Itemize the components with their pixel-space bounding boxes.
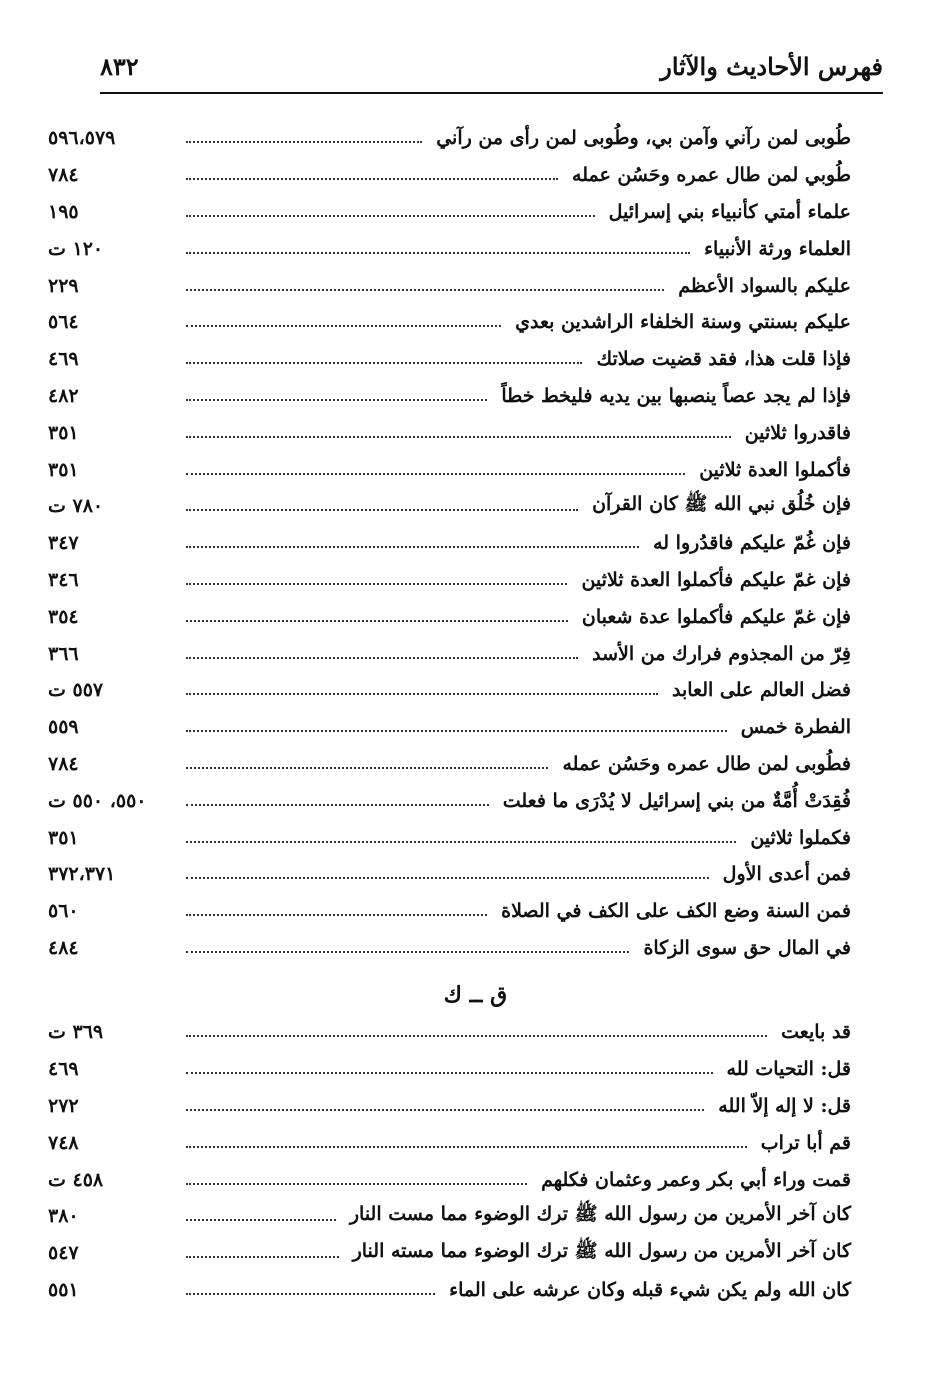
dot-leader <box>186 730 727 732</box>
entry-page-ref: ٤٨٢ <box>48 384 79 407</box>
dot-leader <box>186 1146 747 1148</box>
index-entry <box>48 1014 851 1051</box>
dot-leader <box>186 804 489 806</box>
index-entry <box>48 562 851 599</box>
index-entry <box>48 488 851 525</box>
dot-leader <box>186 509 578 511</box>
entry-text: فإذا لم يجد عصاً ينصبها بين يديه فليخط خطاً <box>501 384 851 407</box>
entry-page-ref: ٥٩٦،٥٧٩ <box>48 127 116 150</box>
index-section-fa <box>48 120 851 966</box>
entry-page-ref: ٥٦٠ <box>48 900 79 923</box>
dot-leader <box>186 1219 336 1221</box>
entry-page-ref: ٣٦٩ ت <box>48 1021 104 1044</box>
index-section-qaf <box>48 1014 851 1308</box>
index-entry <box>48 414 851 451</box>
entry-page-ref: ١٢٠ ت <box>48 237 104 260</box>
entry-text: فإن غمّ عليكم فأكملوا العدة ثلاثين <box>581 568 851 591</box>
dot-leader <box>186 325 501 327</box>
entry-text: طُوبي لمن طال عمره وحَسُن عمله <box>572 164 851 187</box>
entry-text: فِرّ من المجذوم فرارك من الأسد <box>592 642 851 665</box>
index-entry <box>48 598 851 635</box>
page-title: فهرس الأحاديث والآثار <box>660 52 883 81</box>
entry-text: فأكملوا العدة ثلاثين <box>699 458 851 481</box>
index-entry <box>48 893 851 930</box>
entry-page-ref: ٥٥٠، ٥٥٠ ت <box>48 789 147 812</box>
dot-leader <box>186 436 731 438</box>
dot-leader <box>186 141 422 143</box>
dot-leader <box>186 252 690 254</box>
dot-leader <box>186 1035 767 1037</box>
entry-page-ref: ٤٦٩ <box>48 1058 79 1081</box>
index-entry <box>48 819 851 856</box>
entry-page-ref: ٢٧٢ <box>48 1094 79 1117</box>
dot-leader <box>186 693 658 695</box>
index-entry <box>48 856 851 893</box>
entry-text: قد بايعت <box>781 1021 851 1044</box>
dot-leader <box>186 657 578 659</box>
entry-page-ref: ٣٧٢،٣٧١ <box>48 863 116 886</box>
entry-page-ref: ٤٦٩ <box>48 348 79 371</box>
dot-leader <box>186 473 685 475</box>
index-entry <box>48 341 851 378</box>
index-entry <box>48 1161 851 1198</box>
entry-page-ref: ٣٤٧ <box>48 532 79 555</box>
dot-leader <box>186 877 709 879</box>
index-entry <box>48 1051 851 1088</box>
index-entry <box>48 1272 851 1309</box>
entry-text: فُقِدَتْ أُمَّةٌ من بني إسرائيل لا يُدْرَى ما فعلت <box>502 789 851 812</box>
entry-text: قمت وراء أبي بكر وعمر وعثمان فكلهم <box>541 1168 851 1191</box>
page-number: ٨٣٢ <box>100 52 139 81</box>
dot-leader <box>186 951 629 953</box>
entry-page-ref: ٢٢٩ <box>48 274 79 297</box>
index-entry <box>48 120 851 157</box>
dot-leader <box>186 399 487 401</box>
index-entry <box>48 1088 851 1125</box>
entry-page-ref: ٣٥٤ <box>48 605 79 628</box>
dot-leader <box>186 914 487 916</box>
index-entry <box>48 267 851 304</box>
entry-text: فاقدروا ثلاثين <box>744 421 851 444</box>
entry-page-ref: ٣٥١ <box>48 458 79 481</box>
header-divider <box>100 92 883 94</box>
index-entry <box>48 304 851 341</box>
dot-leader <box>186 1072 713 1074</box>
index-entry <box>48 672 851 709</box>
index-entry <box>48 930 851 967</box>
entry-page-ref: ٧٤٨ <box>48 1131 79 1154</box>
index-entry <box>48 451 851 488</box>
entry-page-ref: ٣٥١ <box>48 826 79 849</box>
dot-leader <box>186 583 567 585</box>
entry-text: الفطرة خمس <box>740 716 851 739</box>
entry-text: في المال حق سوى الزكاة <box>643 936 851 959</box>
entry-page-ref: ٥٥٧ ت <box>48 679 104 702</box>
entry-page-ref: ٣٦٦ <box>48 642 79 665</box>
entry-text: كان آخر الأمرين من رسول الله ﷺ ترك الوضوء مما مست النار <box>349 1203 851 1226</box>
index-entry <box>48 1235 851 1272</box>
entry-page-ref: ٥٥٩ <box>48 716 79 739</box>
index-entry <box>48 782 851 819</box>
dot-leader <box>186 1293 435 1295</box>
entry-page-ref: ٧٨٤ <box>48 752 79 775</box>
index-entry <box>48 157 851 194</box>
entry-text: فضل العالم على العابد <box>672 679 851 702</box>
dot-leader <box>186 1256 339 1258</box>
entry-text: العلماء ورثة الأنبياء <box>704 237 851 260</box>
index-entry <box>48 709 851 746</box>
entry-page-ref: ٥٥١ <box>48 1278 79 1301</box>
entry-page-ref: ٥٤٧ <box>48 1242 79 1265</box>
index-entry <box>48 525 851 562</box>
dot-leader <box>186 1183 527 1185</box>
entry-text: كان آخر الأمرين من رسول الله ﷺ ترك الوضوء مما مسته النار <box>352 1240 851 1263</box>
index-entry <box>48 746 851 783</box>
entry-text: فإن خُلُق نبي الله ﷺ كان القرآن <box>592 493 851 516</box>
entry-text: فمن السنة وضع الكف على الكف في الصلاة <box>501 900 851 923</box>
entry-text: قل: لا إله إلاّ الله <box>718 1094 851 1117</box>
entry-text: عليكم بسنتي وسنة الخلفاء الراشدين بعدي <box>515 311 851 334</box>
entry-text: فإذا قلت هذا، فقد قضيت صلاتك <box>596 348 851 371</box>
dot-leader <box>186 1109 704 1111</box>
entry-text: فإن غمّ عليكم فأكملوا عدة شعبان <box>581 605 851 628</box>
entry-page-ref: ٣٨٠ <box>48 1205 79 1228</box>
index-entry <box>48 635 851 672</box>
entry-page-ref: ٥٦٤ <box>48 311 79 334</box>
dot-leader <box>186 289 664 291</box>
letter-section-heading: ق ــ ك <box>443 982 508 1008</box>
dot-leader <box>186 546 639 548</box>
dot-leader <box>186 362 582 364</box>
entry-text: فمن أعدى الأول <box>722 863 851 886</box>
entry-page-ref: ١٩٥ <box>48 200 79 223</box>
dot-leader <box>186 178 558 180</box>
entry-page-ref: ٣٥١ <box>48 421 79 444</box>
index-entry <box>48 378 851 415</box>
entry-page-ref: ٧٨٤ <box>48 164 79 187</box>
index-entry <box>48 1198 851 1235</box>
index-entry <box>48 1124 851 1161</box>
entry-page-ref: ٤٥٨ ت <box>48 1168 104 1191</box>
index-entry <box>48 194 851 231</box>
entry-text: فإن غُمّ عليكم فاقدُروا له <box>653 532 851 555</box>
entry-text: قل: التحيات لله <box>726 1058 851 1081</box>
entry-page-ref: ٤٨٤ <box>48 936 79 959</box>
page-header <box>100 48 883 92</box>
entry-text: فطُوبى لمن طال عمره وحَسُن عمله <box>562 752 851 775</box>
entry-page-ref: ٧٨٠ ت <box>48 495 104 518</box>
entry-text: فكملوا ثلاثين <box>750 826 851 849</box>
index-entry <box>48 230 851 267</box>
entry-text: عليكم بالسواد الأعظم <box>678 274 851 297</box>
entry-text: طُوبى لمن رآني وآمن بي، وطُوبى لمن رأى من رآني <box>436 127 851 150</box>
entry-text: علماء أمتي كأنبياء بني إسرائيل <box>608 200 851 223</box>
dot-leader <box>186 767 548 769</box>
entry-page-ref: ٣٤٦ <box>48 568 79 591</box>
entry-text: قم أبا تراب <box>760 1131 851 1154</box>
dot-leader <box>186 841 736 843</box>
dot-leader <box>186 620 568 622</box>
dot-leader <box>186 215 595 217</box>
entry-text: كان الله ولم يكن شيء قبله وكان عرشه على الماء <box>449 1278 851 1301</box>
